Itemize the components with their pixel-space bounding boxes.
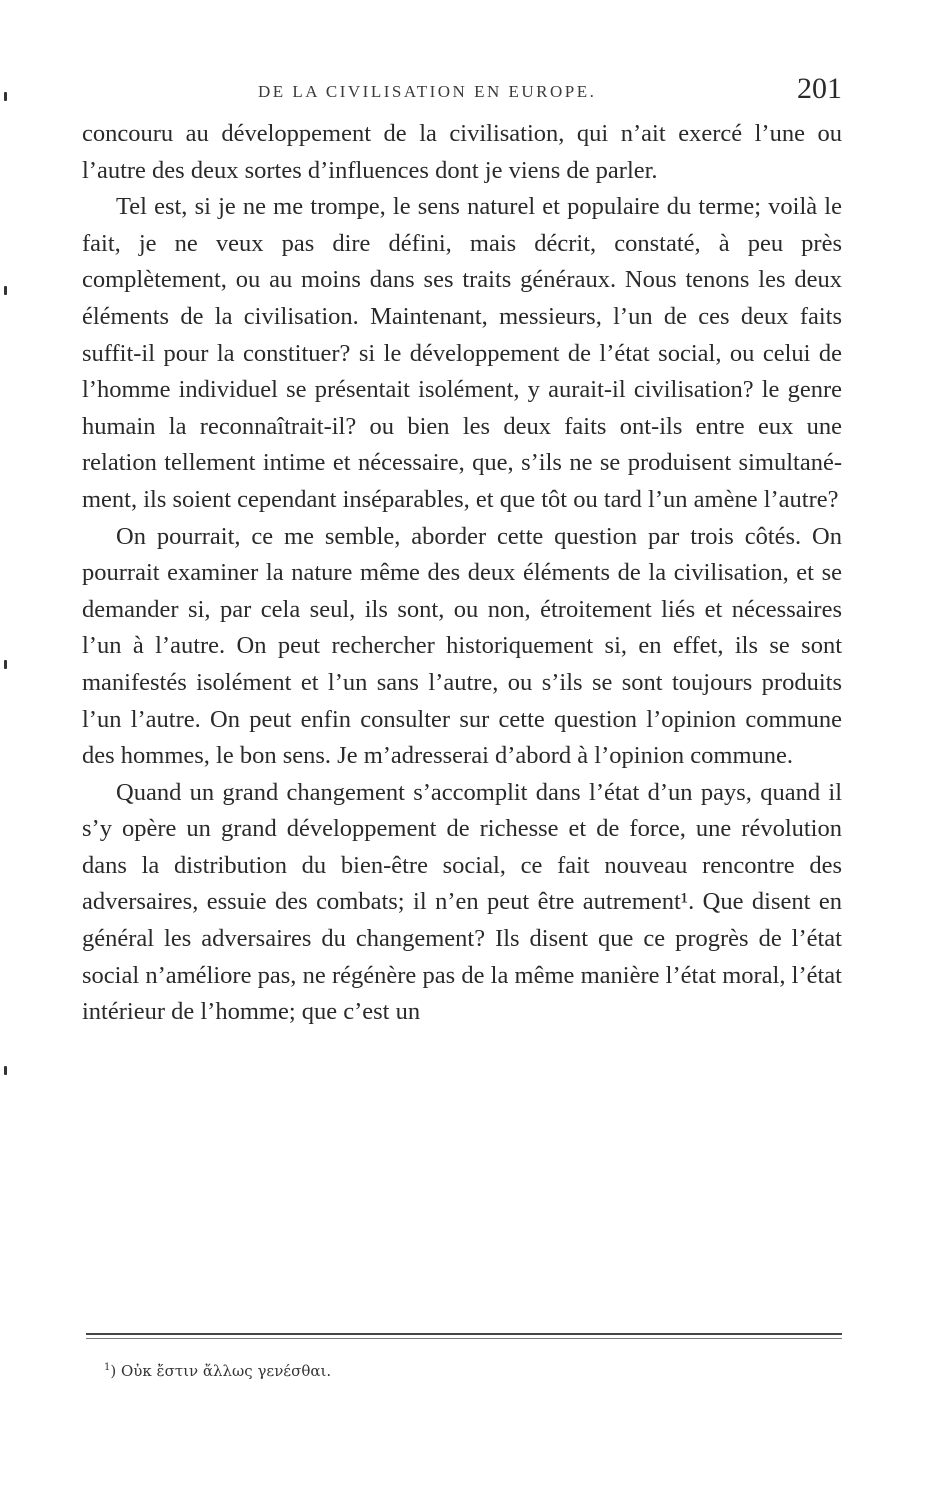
footnote-marker: 1 (104, 1362, 111, 1373)
body-text (82, 116, 842, 1031)
margin-mark (4, 660, 7, 669)
running-title: DE LA CIVILISATION EN EUROPE. (258, 82, 597, 101)
paragraph: concouru au développement de la civilisation, qui n’ait exercé l’une ou l’autre des deux sortes d’influences dont je viens de parler. (82, 120, 842, 184)
margin-mark (4, 286, 7, 295)
footnote-rule (86, 1333, 842, 1335)
paragraph: Quand un grand changement s’accomplit dans l’état d’un pays, quand il s’y opère un grand développement de richesse et de force, une révolution dans la distribution du bien-être social, ce fait nouveau rencontre des adversaires, essuie des combats; il n’en peut être autrement¹. Que disent en général les adversaires du changement? Ils disent que ce progrès de l’état social n’améliore pas, ne régénère pas de la même manière l’état moral, l’état intérieur de l’homme; que c’est un (82, 778, 842, 1026)
footnote-text: Οὐκ ἔστιν ἄλλως γενέσθαι. (121, 1362, 332, 1380)
margin-mark (4, 92, 7, 101)
footnote-rule-thin (86, 1338, 842, 1339)
paragraph: On pourrait, ce me semble, aborder cette question par trois côtés. On pourrait examiner la nature même des deux éléments de la civilisation, et se demander si, par cela seul, ils sont, ou non, étroitement liés et nécessaires l’un à l’autre. On peut rechercher historiquement si, en effet, ils se sont manifestés isolément et l’un sans l’autre, ou s’ils se sont toujours produits l’un l’autre. On peut enfin consulter sur cette question l’opinion commune des hommes, le bon sens. Je m’adresserai d’abord à l’opinion commune. (82, 522, 842, 770)
page-number: 201 (797, 72, 842, 105)
margin-mark (4, 1066, 7, 1075)
paragraph: Tel est, si je ne me trompe, le sens naturel et populaire du terme; voilà le fait, je ne veux pas dire défini, mais décrit, constaté, à peu près complètement, ou au moins dans ses traits généraux. Nous tenons les deux éléments de la civilisation. Maintenant, messieurs, l’un de ces deux faits suffit-il pour la constituer? si le développement de l’état social, ou celui de l’homme individuel se présentait isolément, y aurait-il civilisation? le genre humain la reconnaîtrait-il? ou bien les deux faits ont-ils entre eux une relation tellement intime et nécessaire, que, s’ils ne se produisent simultanément, ils soient cependant inséparables, et que tôt ou tard l’un amène l’autre? (82, 193, 842, 513)
footnote: $^1$) Οὐκ ἔστιν ἄλλως γενέσθαι. (104, 1362, 332, 1380)
page-header (82, 72, 842, 112)
